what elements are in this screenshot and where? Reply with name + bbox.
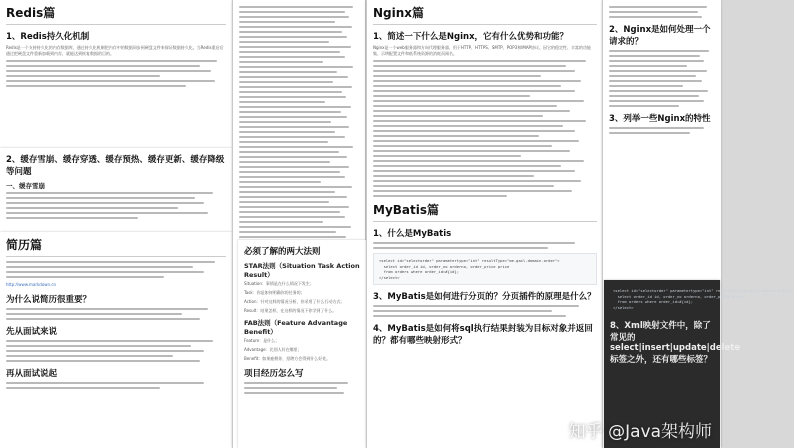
code-line-2: select order_id id, order_no orderno, order_price price bbox=[379, 263, 510, 269]
code-line-4: </select> bbox=[379, 274, 400, 280]
star-item-2: Task：你是如何明确你的任务的； bbox=[244, 290, 305, 295]
nginx-section-features: 3、列举一些Nginx的特性 bbox=[609, 114, 711, 124]
star-item-3: Action：针对这样的情况分析，你采用了什么行动方式； bbox=[244, 299, 345, 304]
text-lines bbox=[6, 382, 226, 389]
star-item-4: Result：结果怎样，在这样的情况下你学到了什么。 bbox=[244, 308, 337, 313]
resume-section-why: 为什么说简历很重要？ bbox=[6, 295, 92, 305]
text-lines bbox=[609, 50, 715, 107]
star-rule-page bbox=[238, 240, 366, 448]
redis-cache-page bbox=[0, 148, 232, 233]
star-item-1: Situation：事情是在什么情况下发生； bbox=[244, 281, 314, 286]
resume-section-again: 再从面试说起 bbox=[6, 369, 58, 379]
text-lines bbox=[373, 305, 597, 317]
rules-heading: 必须了解的两大法则 bbox=[244, 247, 321, 257]
divider bbox=[6, 24, 226, 25]
divider bbox=[6, 256, 226, 257]
resume-title: 简历篇 bbox=[6, 238, 43, 252]
nginx-page bbox=[366, 0, 603, 448]
fab-rule-label: FAB法则（Feature Advantage Benefit） bbox=[244, 319, 348, 336]
text-lines bbox=[239, 6, 359, 243]
code-line-1: <select id="selectorder" parametertype="int" resultType="me.gacl.domain.order"> bbox=[379, 258, 560, 263]
nginx-intro-text: Nginx是一个web服务器和方向代理服务器，用于HTTP、HTTPS、SMTP、POP3和IMAP协议。因它的稳定性、丰富的功能集、示例配置文件和低系统资源的消耗而闻名。 bbox=[373, 45, 591, 56]
text-lines bbox=[6, 261, 226, 278]
star-rule-label: STAR法则（Situation Task Action Result） bbox=[244, 262, 360, 279]
nginx-section-intro: 1、简述一下什么是Nginx，它有什么优势和功能？ bbox=[373, 32, 569, 42]
redis-section-persistence: 1、Redis持久化机制 bbox=[6, 32, 90, 42]
mybatis-section-tags: 8、Xml映射文件中，除了常见的select|insert|update|delete标签之外，还有哪些标签？ bbox=[610, 321, 741, 365]
text-lines bbox=[6, 60, 226, 87]
dark-code-line-2: select order_id id, order_no orderno, order_price price bbox=[613, 293, 744, 299]
text-lines bbox=[373, 60, 597, 197]
text-lines bbox=[609, 127, 715, 134]
project-heading: 项目经历怎么写 bbox=[244, 369, 304, 379]
mybatis-title: MyBatis篇 bbox=[373, 203, 440, 217]
code-line-3: from orders where order_id=#{id}; bbox=[379, 269, 460, 274]
resume-section-interview: 先从面试来说 bbox=[6, 327, 58, 337]
text-lines bbox=[244, 382, 360, 394]
mybatis-section-paging: 3、MyBatis是如何进行分页的？分页插件的原理是什么？ bbox=[373, 292, 596, 302]
zhihu-watermark: 知乎 @Java架构师 bbox=[568, 422, 712, 442]
redis-section-cache: 2、缓存雪崩、缓存穿透、缓存预热、缓存更新、缓存降级等问题 bbox=[6, 155, 225, 177]
dark-code-line-1: <select id="selectorder" parametertype="int" resultType="me.gacl.domain.order"> bbox=[613, 288, 794, 293]
mybatis-section-mapping: 4、MyBatis是如何将sql执行结果封装为目标对象并返回的？都有哪些映射形式？ bbox=[373, 324, 593, 346]
fab-item-1: Feature：是什么； bbox=[244, 338, 280, 343]
mybatis-section-what: 1、什么是MyBatis bbox=[373, 229, 452, 239]
divider bbox=[373, 24, 597, 25]
text-lines bbox=[6, 192, 226, 219]
dark-code-line-4: </select> bbox=[613, 304, 634, 310]
text-lines bbox=[6, 340, 226, 362]
cache-avalanche-heading: 一、缓存雪崩 bbox=[6, 182, 45, 190]
nginx-section-request: 2、Nginx是如何处理一个请求的？ bbox=[609, 25, 711, 47]
fab-item-2: Advantage：比别人好在哪里； bbox=[244, 347, 302, 352]
redis-title: Redis篇 bbox=[6, 6, 56, 20]
dark-code-block bbox=[608, 284, 794, 314]
redis-persistence-text: Redis是一个支持持久化的内存数据库，通过持久化机制把内存中的数据同步到硬盘文件来保证数据持久化。当Redis重启后通过把硬盘文件重新加载到内存，就能达到恢复数据的目的。 bbox=[6, 45, 224, 56]
resume-page bbox=[0, 232, 232, 448]
dark-code-line-3: from orders where order_id=#{id}; bbox=[613, 299, 694, 304]
text-lines bbox=[609, 6, 715, 18]
code-block bbox=[373, 253, 597, 285]
text-lines bbox=[373, 242, 597, 249]
fab-item-3: Benefit：如果雇佣你，招聘方会得到什么好处。 bbox=[244, 356, 331, 361]
divider bbox=[373, 221, 597, 222]
text-lines bbox=[6, 308, 226, 320]
markdown-link[interactable]: http://www.markdown.cn bbox=[6, 282, 57, 287]
nginx-title: Nginx篇 bbox=[373, 6, 425, 20]
